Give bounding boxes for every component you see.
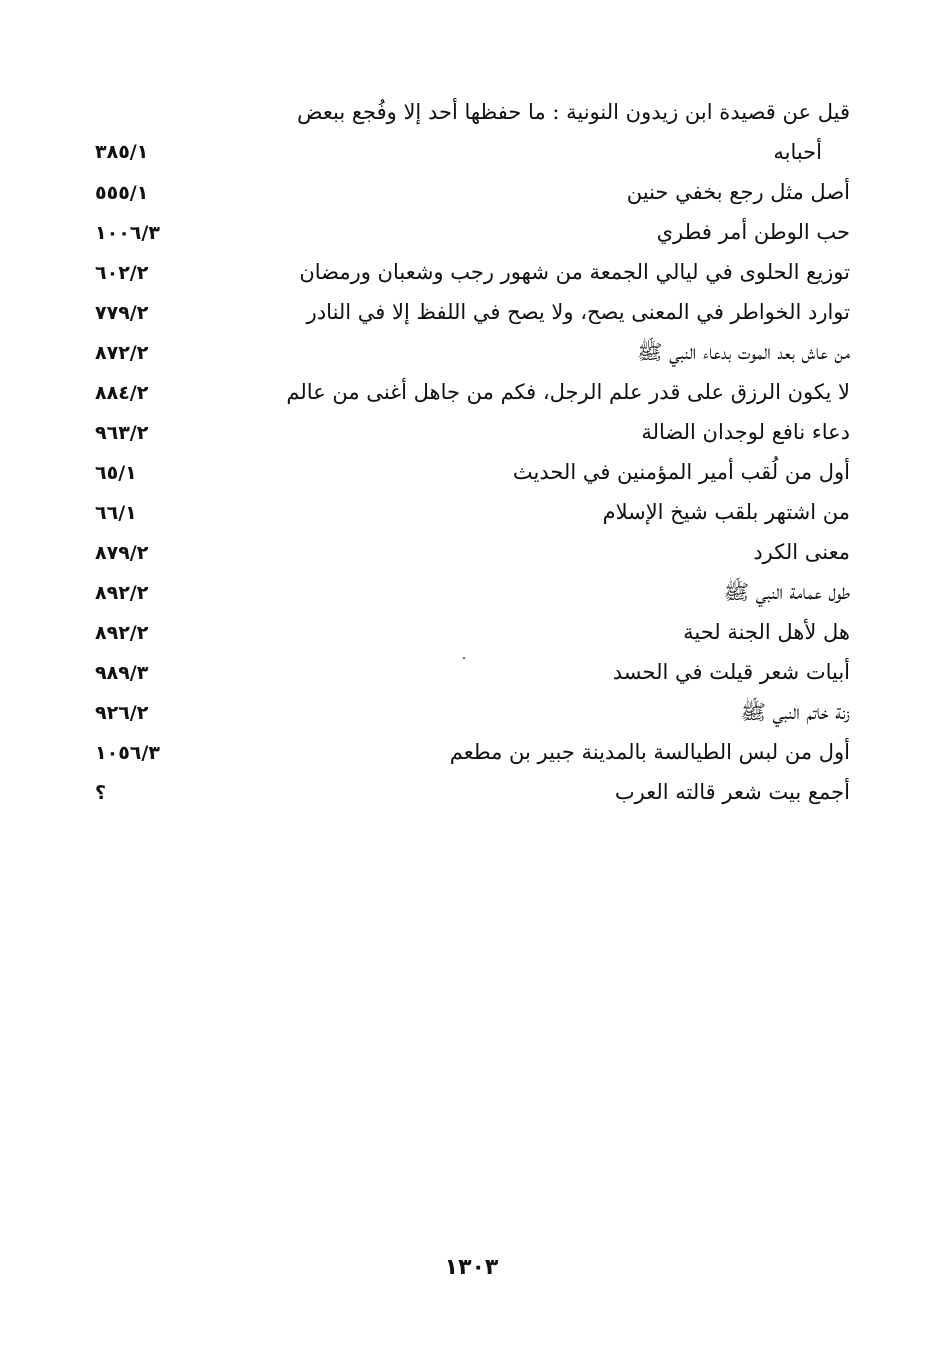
entry-text (205, 92, 850, 172)
entry-text: من عاش بعد الموت بدعاء النبي ﷺ (637, 340, 850, 364)
volume-page-reference: ٥٥٥/١ (95, 182, 149, 204)
entry-text-continuation: أحبابه (773, 140, 822, 164)
volume-page-reference: ٩٢٦/٢ (95, 702, 149, 724)
entry-text: من اشتهر بلقب شيخ الإسلام (602, 500, 850, 524)
entry-text: أجمع بيت شعر قالته العرب (614, 780, 850, 804)
index-entry (95, 172, 850, 212)
volume-page-reference: ٨٨٤/٢ (95, 382, 149, 404)
volume-page-reference: ٩٦٣/٢ (95, 422, 149, 444)
index-entry (95, 732, 850, 772)
volume-page-reference: ٨٧٩/٢ (95, 542, 149, 564)
index-entry (95, 92, 850, 172)
index-entry (95, 252, 850, 292)
index-entry (95, 292, 850, 332)
index-entry (95, 212, 850, 252)
entry-text: أول من لبس الطيالسة بالمدينة جبير بن مطعم (449, 740, 850, 764)
index-entries (95, 92, 850, 812)
index-entry (95, 332, 850, 372)
entry-text: دعاء نافع لوجدان الضالة (641, 420, 850, 444)
index-entry (95, 372, 850, 412)
index-entry (95, 532, 850, 572)
index-entry (95, 412, 850, 452)
volume-page-reference: ٨٩٢/٢ (95, 582, 149, 604)
entry-text: أول من لُقب أمير المؤمنين في الحديث (512, 460, 850, 484)
index-entry (95, 652, 850, 692)
volume-page-reference: ؟ (95, 782, 107, 804)
volume-page-reference: ٦٦/١ (95, 502, 137, 524)
index-entry (95, 772, 850, 812)
entry-text: معنى الكرد (753, 540, 850, 564)
entry-text: لا يكون الرزق على قدر علم الرجل، فكم من جاهل أغنى من عالم (286, 380, 850, 404)
entry-text: طول عمامة النبي ﷺ (723, 580, 850, 604)
page-number: ١٣٠٣ (444, 1255, 499, 1280)
entry-text: أبيات شعر قيلت في الحسد (612, 660, 850, 684)
scan-speck (463, 657, 465, 659)
index-entry (95, 452, 850, 492)
volume-page-reference: ٦٠٢/٢ (95, 262, 149, 284)
volume-page-reference: ٨٩٢/٢ (95, 622, 149, 644)
index-entry (95, 572, 850, 612)
volume-page-reference: ٨٧٢/٢ (95, 342, 149, 364)
entry-text-line-1: قيل عن قصيدة ابن زيدون النونية : ما حفظها أحد إلا وفُجع ببعض (297, 100, 850, 124)
entry-text: توزيع الحلوى في ليالي الجمعة من شهور رجب وشعبان ورمضان (299, 260, 850, 284)
volume-page-reference: ٣٨٥/١ (95, 141, 149, 163)
entry-text: توارد الخواطر في المعنى يصح، ولا يصح في اللفظ إلا في النادر (306, 300, 850, 324)
volume-page-reference: ١٠٥٦/٣ (95, 742, 160, 764)
index-entry (95, 492, 850, 532)
index-entry (95, 612, 850, 652)
volume-page-reference: ١٠٠٦/٣ (95, 222, 160, 244)
index-entry (95, 692, 850, 732)
entry-text: زنة خاتم النبي ﷺ (740, 700, 850, 724)
volume-page-reference: ٩٨٩/٣ (95, 662, 149, 684)
volume-page-reference: ٦٥/١ (95, 462, 137, 484)
volume-page-reference: ٧٧٩/٢ (95, 302, 149, 324)
entry-text: هل لأهل الجنة لحية (683, 620, 850, 644)
entry-text: أصل مثل رجع بخفي حنين (626, 180, 850, 204)
entry-text: حب الوطن أمر فطري (656, 220, 850, 244)
